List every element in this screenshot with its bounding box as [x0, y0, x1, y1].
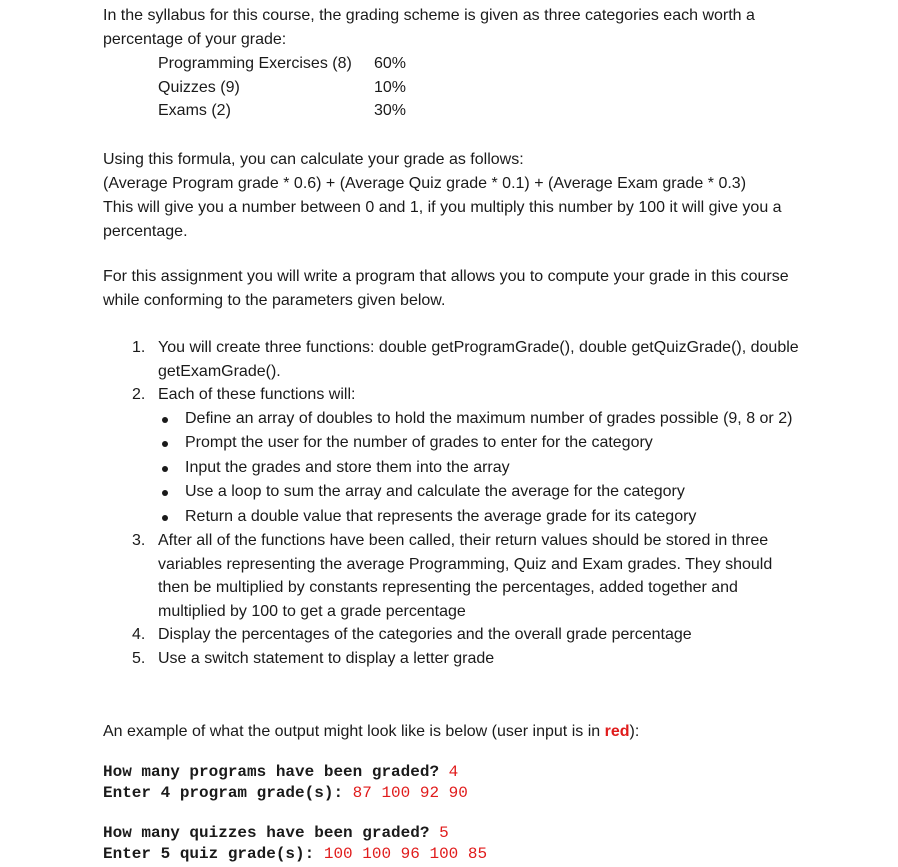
formula-paragraph — [103, 148, 823, 244]
code-prompt: Enter 5 quiz grade(s): — [103, 844, 324, 863]
list-item-text: Use a switch statement to display a letter grade — [158, 649, 495, 667]
list-item — [103, 623, 803, 647]
example-red-word: red — [604, 723, 630, 740]
bullet-icon — [162, 441, 168, 447]
list-number: 1. — [132, 339, 146, 356]
list-item-text: Display the percentages of the categories and the overall grade percentage — [158, 626, 692, 643]
formula-intro: Using this formula, you can calculate your grade as follows: — [103, 151, 524, 168]
intro-paragraph: In the syllabus for this course, the grading scheme is given as three categories each worth a percentage of your grade: — [103, 7, 755, 48]
list-number: 5. — [132, 649, 146, 667]
grading-row — [158, 76, 434, 100]
example-text-after: ): — [629, 723, 640, 740]
code-line — [103, 823, 487, 844]
bullet-icon — [162, 417, 168, 423]
list-number: 4. — [132, 626, 146, 643]
list-item-text: Each of these functions will: — [158, 386, 356, 403]
code-user-input: 100 100 96 100 85 — [323, 844, 488, 863]
bullet-icon — [162, 490, 168, 496]
grading-category: Quizzes (9) — [158, 78, 240, 96]
grading-category: Programming Exercises (8) — [158, 55, 352, 72]
list-item-text: You will create three functions: double getProgramGrade(), double getQuizGrade(), double getExamGrade(). — [158, 339, 799, 380]
list-item — [103, 647, 803, 671]
function-requirements-list — [103, 407, 803, 530]
list-item-text: After all of the functions have been called, their return values should be stored in three variables representing the average Programming, Quiz and Exam grades. They should then be multiplied by constants representing the percentages, added together and multiplied by 100 to get a grade percentage — [158, 532, 773, 620]
assignment-paragraph: For this assignment you will write a program that allows you to compute your grade in this course while conforming to the parameters given below. — [103, 268, 789, 309]
bullet-icon — [162, 466, 168, 472]
code-user-input: 5 — [439, 824, 449, 842]
code-prompt: How many programs have been graded? — [103, 763, 449, 781]
bullet-text: Prompt the user for the number of grades to enter for the category — [185, 434, 653, 451]
code-prompt: How many quizzes have been graded? — [103, 824, 440, 842]
list-number: 3. — [132, 532, 146, 549]
grading-percent: 10% — [374, 78, 407, 96]
bullet-item — [103, 456, 803, 481]
requirements-list — [103, 336, 803, 670]
grading-percent: 30% — [374, 102, 407, 119]
code-prompt: Enter 4 program grade(s): — [103, 783, 353, 802]
bullet-item — [103, 480, 803, 505]
list-item — [103, 529, 803, 623]
formula-expression: (Average Program grade * 0.6) + (Average Quiz grade * 0.1) + (Average Exam grade * 0.3) — [103, 175, 747, 192]
code-line — [103, 783, 468, 804]
list-number: 2. — [132, 386, 146, 403]
bullet-text: Use a loop to sum the array and calculate the average for the category — [185, 483, 685, 500]
grading-row — [158, 52, 434, 76]
grading-category: Exams (2) — [158, 102, 231, 119]
sample-output-block-quizzes — [103, 823, 487, 864]
formula-explanation: This will give you a number between 0 and 1, if you multiply this number by 100 it will give you a percentage. — [103, 199, 782, 240]
code-user-input: 4 — [448, 763, 459, 781]
bullet-item — [103, 431, 803, 456]
code-user-input: 87 100 92 90 — [352, 783, 468, 802]
bullet-text: Define an array of doubles to hold the maximum number of grades possible (9, 8 or 2) — [185, 409, 793, 427]
grading-row — [158, 99, 434, 123]
bullet-icon — [162, 515, 168, 521]
bullet-text: Return a double value that represents the average grade for its category — [185, 507, 697, 525]
grading-percent: 60% — [374, 55, 407, 72]
bullet-item — [103, 407, 803, 432]
list-item — [103, 336, 803, 383]
bullet-text: Input the grades and store them into the array — [185, 458, 510, 476]
bullet-item — [103, 505, 803, 530]
grading-scheme-table — [158, 52, 434, 123]
list-item — [103, 383, 803, 407]
code-line — [103, 844, 487, 865]
example-text-before: An example of what the output might look like is below (user input is in — [103, 723, 605, 740]
sample-output-block-programs — [103, 762, 468, 803]
example-paragraph — [103, 720, 803, 744]
code-line — [103, 762, 468, 783]
